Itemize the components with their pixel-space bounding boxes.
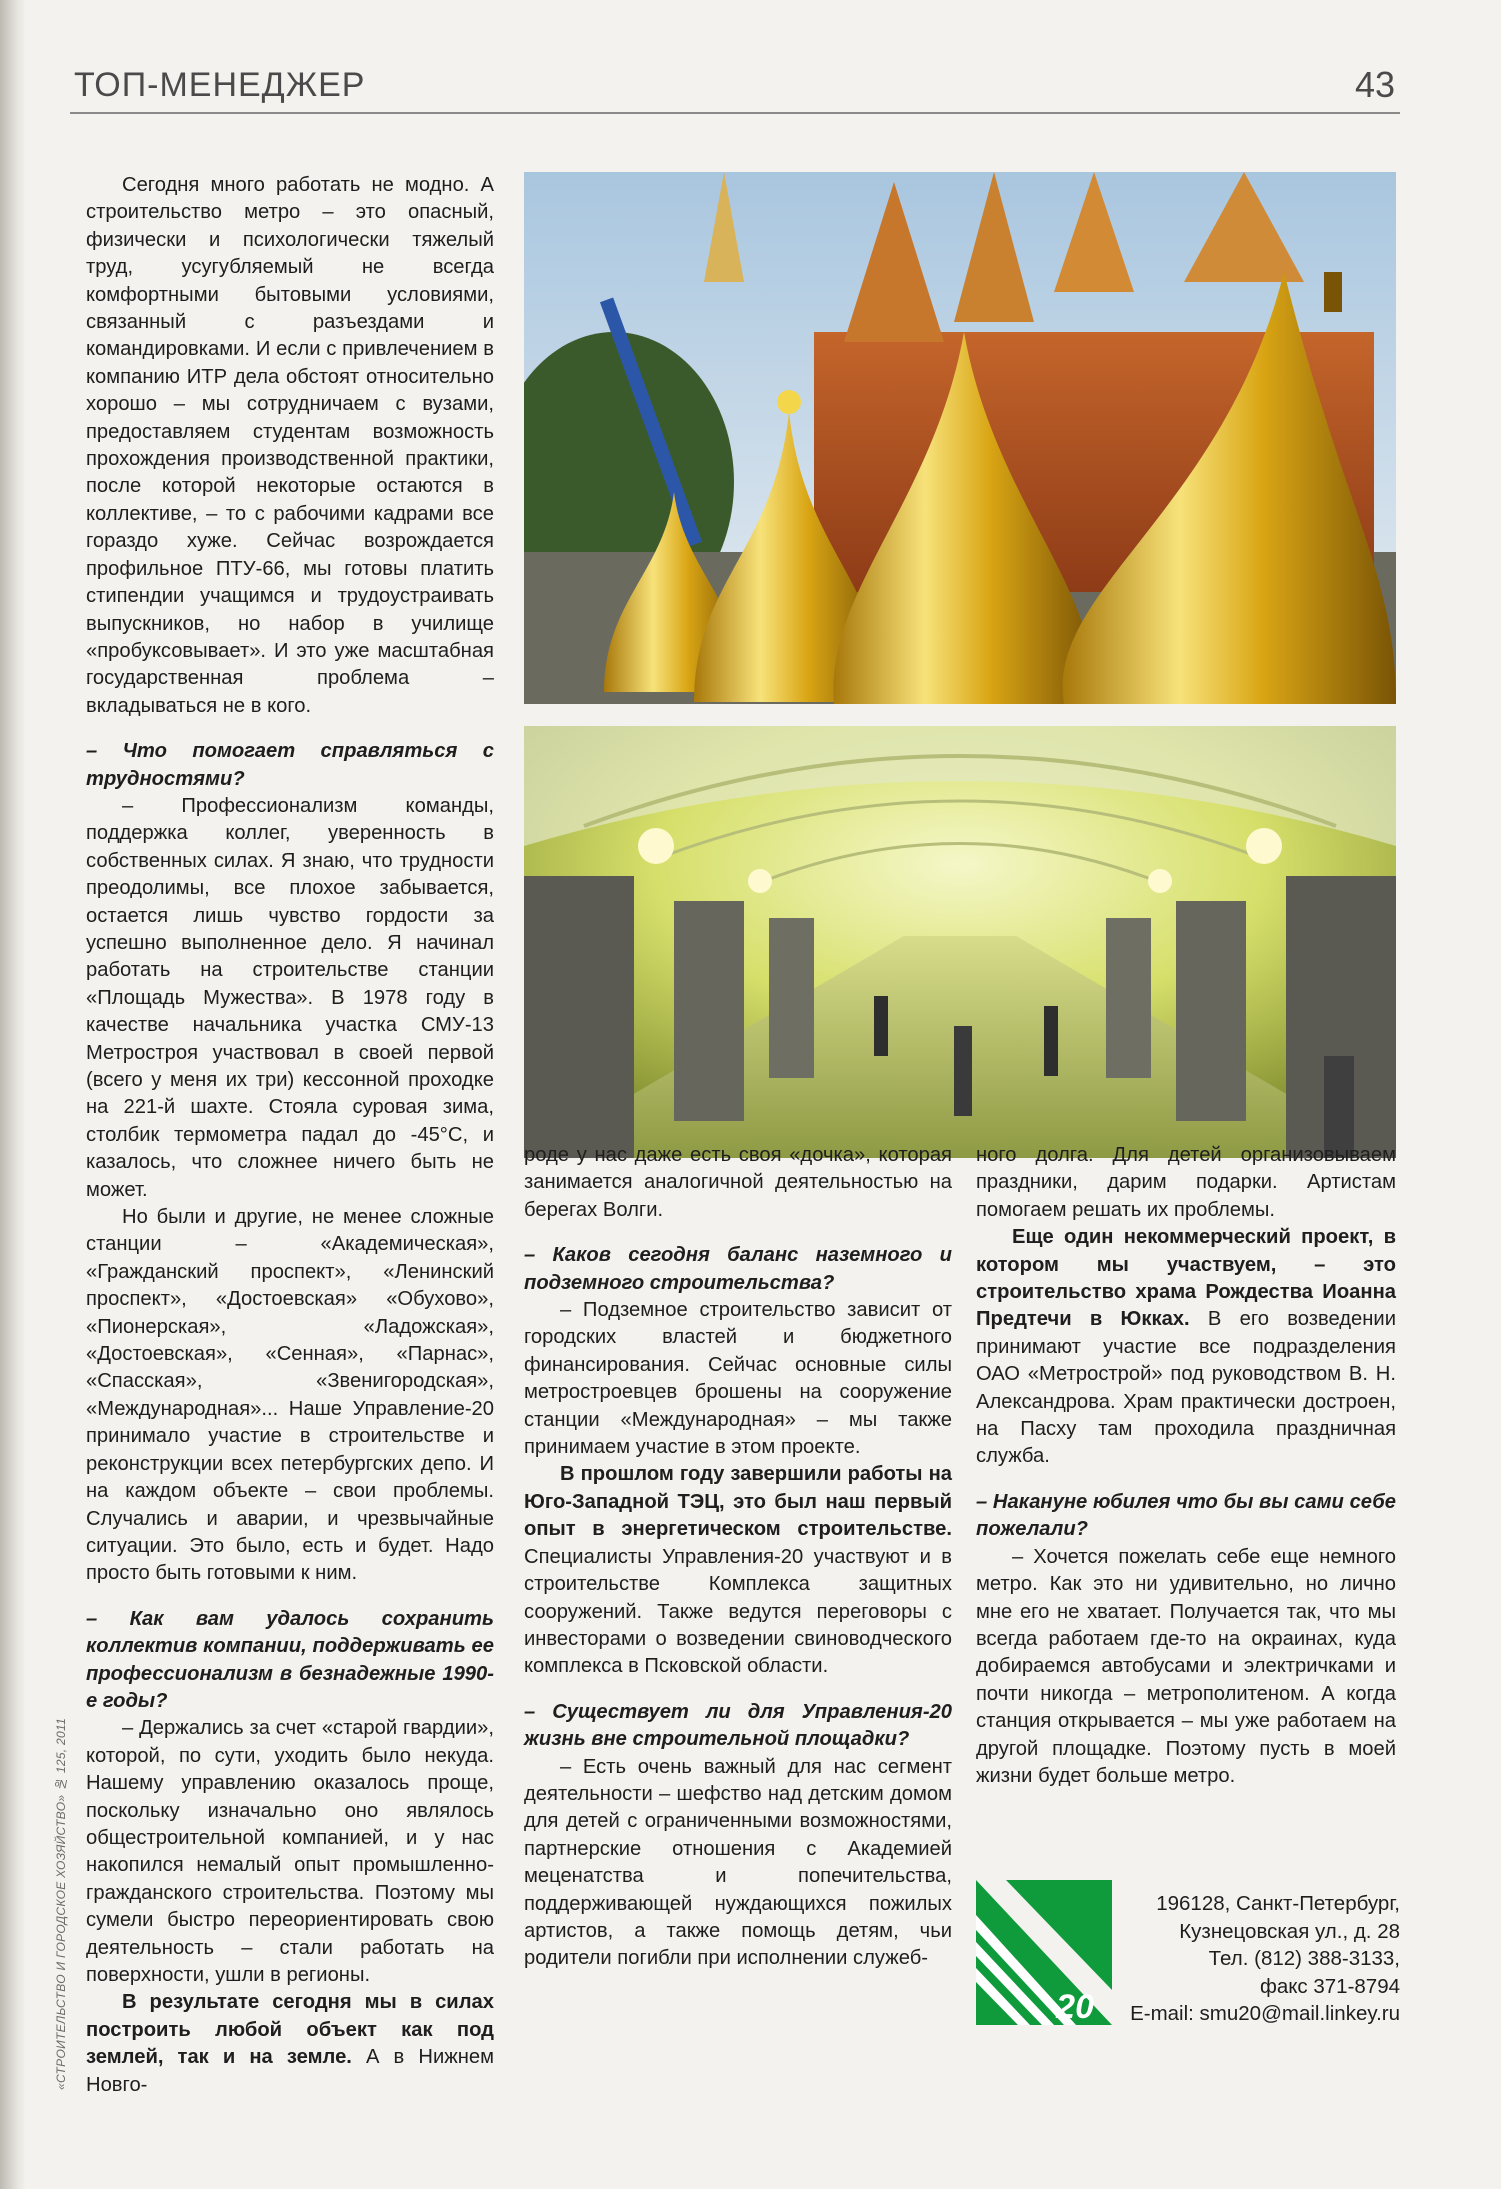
paragraph: Сегодня много работать не модно. А строительство метро – это опасный, физически и психологически тяжелый труд, усугубляемый не всегда комфортными бытовыми условиями, связанный с разъездами и командировками. И если с привлечением в компанию ИТР дела обстоят относительно хорошо – мы сотрудничаем с вузами, предоставляем студентам возможность прохождения производственной практики, после которой некоторые остаются в коллективе, – то с рабочими кадрами все гораздо хуже. Сейчас возрождается профильное ПТУ-66, мы готовы платить стипендии учащимся и трудоустраивать выпускников, но набор в училище «пробуксовывает». И это уже масштабная государственная проблема – вкладываться не в кого. [86,174,494,717]
paragraph: – Есть очень важный для нас сегмент деятельности – шефство над детским домом для детей с ограниченными возможностями, партнерские отношения с Академией меценатства и попечительства, поддерживающей нуждающихся пожилых артистов, а также помощь детям, чьи родители погибли при исполнении служеб- [524,1755,952,1970]
column-3 [976,1142,1396,1790]
column-2 [524,1142,952,1973]
paragraph-rest: Специалисты Управления-20 участвуют и в строительстве Комплекса защитных сооружений. Также ведутся переговоры с инвесторами о возведении свиноводческого комплекса в Псковской области. [524,1545,952,1678]
question: – Как вам удалось сохранить коллектив компании, поддерживать ее профессионализм в безнадежные 1990-е годы? [86,1607,494,1712]
question: – Накануне юбилея что бы вы сами себе пожелали? [976,1490,1396,1541]
page-gutter-shadow [0,0,26,2189]
smu20-logo-mark [976,1880,1112,2025]
photo-metro-hall [524,726,1396,1158]
paragraph: ного долга. Для детей организовываем праздники, дарим подарки. Артистам помогаем решать их проблемы. [976,1144,1396,1221]
photo-golden-domes [524,172,1396,704]
photo-golden-domes-image [524,172,1396,704]
column-1 [86,172,494,2099]
email: E-mail: smu20@mail.linkey.ru [1130,2002,1400,2025]
paragraph-rest: А в Нижнем Новго- [86,2046,494,2096]
paragraph [86,1989,494,2099]
paragraph: – Хочется пожелать себе еще немного метро. Как это ни удивительно, но лично мне его не хватает. Получается так, что мы всегда работаем где-то на окраинах, куда добираемся автобусами и электричками и почти никогда – метрополитеном. А когда станция открывается – мы уже работаем на другой площадке. Поэтому пусть в моей жизни будет больше метро. [976,1545,1396,1787]
paragraph: роде у нас даже есть своя «дочка», которая занимается аналогичной деятельностью на берегах Волги. [524,1144,952,1221]
section-title: ТОП-МЕНЕДЖЕР [74,66,366,104]
phone: Тел. (812) 388-3133, [1208,1947,1400,1970]
photo-metro-hall-image [524,726,1396,1158]
paragraph [524,1461,952,1680]
address-line-1: 196128, Санкт-Петербург, [1156,1892,1400,1915]
page-number: 43 [1354,64,1395,105]
paragraph [976,1224,1396,1471]
fax: факс 371-8794 [1259,1974,1400,1998]
publication-sidebar: «СТРОИТЕЛЬСТВО И ГОРОДСКОЕ ХОЗЯЙСТВО» № 125, 2011 [54,1717,68,2090]
smu20-logo [976,1880,1112,2025]
question: – Что помогает справляться с трудностями? [86,740,494,790]
bold-lead: Еще один некоммерческий проект, в котором мы участвуем, – это строительство храма Рождества Иоанна Предтечи в Юкках. [976,1226,1396,1331]
address-line-2: Кузнецовская ул., д. 28 [1179,1919,1400,1943]
paragraph-rest: В его возведении принимают участие все подразделения ОАО «Метрострой» под руководством В. Н. Александрова. Храм практически достроен, на Пасху там проходила праздничная служба. [976,1308,1396,1468]
header-rule [70,112,1400,114]
logo-number: 20 [1056,1988,1094,2025]
bold-lead: В прошлом году завершили работы на Юго-Западной ТЭЦ, это был наш первый опыт в энергетическом строительстве. [524,1463,952,1541]
contact-block [1120,1890,1400,2028]
paragraph: – Держались за счет «старой гвардии», которой, по сути, уходить было некуда. Нашему управлению оказалось проще, поскольку изначально оно являлось общестроительной компанией, и у нас накопился немалый опыт промышленно-гражданского строительства. Поэтому мы сумели быстро переориентировать свою деятельность – стали работать на поверхности, ушли в регионы. [86,1717,494,1986]
paragraph: – Подземное строительство зависит от городских властей и бюджетного финансирования. Сейчас основные силы метростроевцев брошены на сооружение станции «Международная» – мы также принимаем участие в этом проекте. [524,1299,952,1459]
paragraph: – Профессионализм команды, поддержка коллег, уверенность в собственных силах. Я знаю, что трудности преодолимы, все плохое забывается, остается лишь чувство гордости за успешно выполненное дело. Я начинал работать на строительстве станции «Площадь Мужества». В 1978 году в качестве начальника участка СМУ-13 Метростроя участвовал в своей первой (всего у меня их три) кессонной проходке на 221-й шахте. Стояла суровая зима, столбик термометра падал до -45°C, и казалось, что сложнее ничего быть не может. [86,794,494,1201]
question: – Каков сегодня баланс наземного и подземного строительства? [524,1244,952,1294]
paragraph: Но были и другие, не менее сложные станции – «Академическая», «Гражданский проспект», «Ленинский проспект», «Достоевская» «Обухово», «Пионерская», «Ладожская», «Достоевская», «Сенная», «Парнас», «Спасская», «Звенигородская», «Международная»... Наше Управление-20 принимало участие в строительстве и реконструкции всех петербургских депо. И на каждом объекте – свои проблемы. Случались и аварии, и чрезвычайные ситуации. Это было, есть и будет. Надо просто быть готовыми к ним. [86,1206,494,1585]
question: – Существует ли для Управления-20 жизнь вне строительной площадки? [524,1700,952,1751]
bold-lead: В результате сегодня мы в силах построить любой объект как под землей, так и на земле. [86,1991,494,2069]
